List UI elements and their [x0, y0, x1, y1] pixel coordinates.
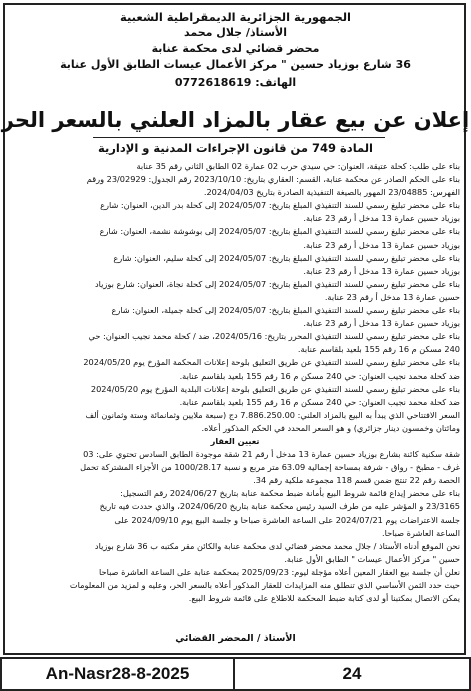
body-line: بناء على محضر تبليغ رسمي للسند التنفيذي عن طريق التعليق بلوحة إعلانات المحكمة المؤرخ يوم 2024/05/20: [83, 357, 460, 368]
body-line: 23/3165 و المؤشر عليه من طرف السيد رئيس محكمة عنابة بتاريخ 2024/06/20، والذي حددت فيه تاريخ: [99, 501, 460, 512]
headline-underline: [93, 137, 385, 138]
body-line: الساعة العاشرة صباحا.: [381, 527, 460, 538]
body-line: نحن الموقع أدناه الأستاذ / جلال محمد محضر قضائي لدى محكمة عنابة والكائن مقر مكتبه ب 36 شارع بوزياد: [94, 540, 460, 551]
body-line: بوزياد حسين عمارة 13 مدخل أ رقم 23 عنابة.: [303, 265, 460, 276]
body-line: 240 مسكن م 16 رقم 155 بلعيد بلقاسم عنابة.: [297, 344, 460, 355]
body-line: بناء على محضر إيداع قائمة شروط البيع بأمانة ضبط محكمة عنابة بتاريخ 2024/06/27 رقم التسجيل:: [120, 488, 460, 499]
body-line: بناء على محضر تبليغ رسمي للسند التنفيذي المبلغ بتاريخ: 2024/05/07 إلى كحلة نجاة، العنوان: شارع بوزياد: [95, 278, 460, 289]
body-line: حسين " مركز الأعمال عيسات " الطابق الأول عنابة.: [284, 553, 460, 564]
body-line: بناء على محضر تبليغ رسمي للسند التنفيذي المحرر بتاريخ: 2024/05/16، ضد / كحلة محمد نجيب العنوان: حي: [88, 331, 460, 342]
body-line: بوزياد حسين عمارة 13 مدخل أ رقم 23 عنابة.: [303, 239, 460, 250]
body-line: بوزياد حسين عمارة 13 مدخل أ رقم 23 عنابة.: [303, 213, 460, 224]
body-line: ضد كحلة محمد نجيب العنوان: حي 240 مسكن م 16 رقم 155 بلعيد بلقاسم عنابة.: [179, 370, 460, 381]
body-line: بناء على طلب: كحلة عتيقة، العنوان: حي سيدي حرب 02 عمارة 02 الطابق الثاني رقم 35 عنابة: [136, 161, 460, 171]
body-line: شقة سكنية كائنة بشارع بوزياد حسين عمارة 13 مدخل أ رقم 21 شقة موجودة الطابق السادس تحتوي على: 03: [83, 449, 460, 460]
body-line: نعلن أن جلسة بيع العقار المعين أعلاه مؤجلة ليوم: 2025/09/23 بمحكمة عنابة على الساعة العاشرة صباحا: [99, 566, 460, 577]
notice-headline: إعلان عن بيع عقار بالمزاد العلني بالسعر الحر: [1, 108, 470, 132]
body-line: حيث حدد الثمن الأساسي الذي تنطلق منه المزايدات للعقار المذكور أعلاه بالسعر الحر، وعليه و لمزيد من المعلومات: [69, 580, 460, 590]
header-address: 36 شارع بوزياد حسين " مركز الأعمال عيسات الطابق الأول عنابة: [60, 58, 411, 71]
body-line: جلسة الاعتراضات يوم 2024/07/21 على الساعة العاشرة صباحا و جلسة البيع يوم 2024/09/10 على: [114, 514, 460, 525]
legal-article: المادة 749 من قانون الإجراءات المدنية و الإدارية: [98, 141, 373, 155]
notice-body: [10, 160, 460, 605]
body-line: بناء على محضر تبليغ رسمي للسند التنفيذي المبلغ بتاريخ: 2024/05/07 إلى كحلة جميلة، العنوان: شارع: [111, 305, 460, 316]
body-line: بوزياد حسين عمارة 13 مدخل أ رقم 23 عنابة.: [303, 318, 460, 329]
page-number: 24: [342, 664, 362, 683]
body-line: بناء على محضر تبليغ رسمي للسند التنفيذي المبلغ بتاريخ: 2024/05/07 إلى كحلة بدر الدين، العنوان: شارع: [100, 200, 460, 211]
header-bailiff-title: محضر قضائي لدى محكمة عنابة: [151, 42, 320, 55]
body-line: تعيين العقار: [210, 435, 260, 446]
body-line: بناء على الحكم الصادر عن محكمة عنابة، القسم: العقاري بتاريخ: 2023/10/10 رقم الجدول: 23/02929 ورقم: [86, 174, 460, 185]
signature-line: الأستاذ / المحضر القضائي: [175, 633, 296, 644]
header-republic: الجمهورية الجزائرية الديمقراطية الشعبية: [119, 10, 351, 24]
newspaper-date: An-Nasr28-8-2025: [2, 657, 235, 691]
body-line: بناء على محضر تبليغ رسمي للسند التنفيذي المبلغ بتاريخ: 2024/05/07 إلى بوشوشة نشمة، العنوان: شارع: [99, 226, 460, 237]
body-line: ومائتان وخمسون دينار جزائري) و هو السعر المحدد في الحكم المذكور أعلاه.: [201, 422, 460, 433]
body-line: الحصة رقم 22 تنتج ضمن قسم 118 مجموعة ملكية رقم 34.: [253, 475, 460, 486]
body-line: بناء على محضر تبليغ رسمي للسند التنفيذي المبلغ بتاريخ: 2024/05/07 إلى كحلة سليم، العنوان: شارع: [113, 252, 460, 263]
header-phone: الهاتف: 0772618619: [174, 76, 297, 89]
body-line: ضد كحلة محمد نجيب العنوان: حي 240 مسكن م 16 رقم 155 بلعيد بلقاسم عنابة.: [179, 396, 460, 407]
body-line: الفهرس: 23/04885 المهور بالصيغة التنفيذية الصادرة بتاريخ 2024/04/03.: [203, 187, 460, 198]
body-line: يمكن الاتصال بمكتبنا أو لدى كتابة ضبط المحكمة للاطلاع على قائمة شروط البيع.: [188, 593, 460, 604]
body-line: حسين عمارة 13 مدخل أ رقم 23 عنابة.: [324, 291, 460, 302]
header-bailiff-name: الأستاذ/ جلال محمد: [183, 26, 287, 39]
body-line: بناء على محضر تبليغ رسمي للسند التنفيذي عن طريق التعليق بلوحة إعلانات البلدية المؤرخ يوم 2024/05/20: [90, 383, 460, 394]
body-line: غرف - مطبخ - رواق - شرفة بمساحة إجمالية 63.09 متر مربع و نسبة 1000/28.17 من الأجزاء المشتركة تحمل: [80, 462, 460, 473]
body-line: السعر الافتتاحي الذي يبدأ به البيع بالمزاد العلني: 7.886.250.00 دج (سبعة ملايين وثمانمائة وستة وثمانون ألف: [85, 409, 460, 420]
